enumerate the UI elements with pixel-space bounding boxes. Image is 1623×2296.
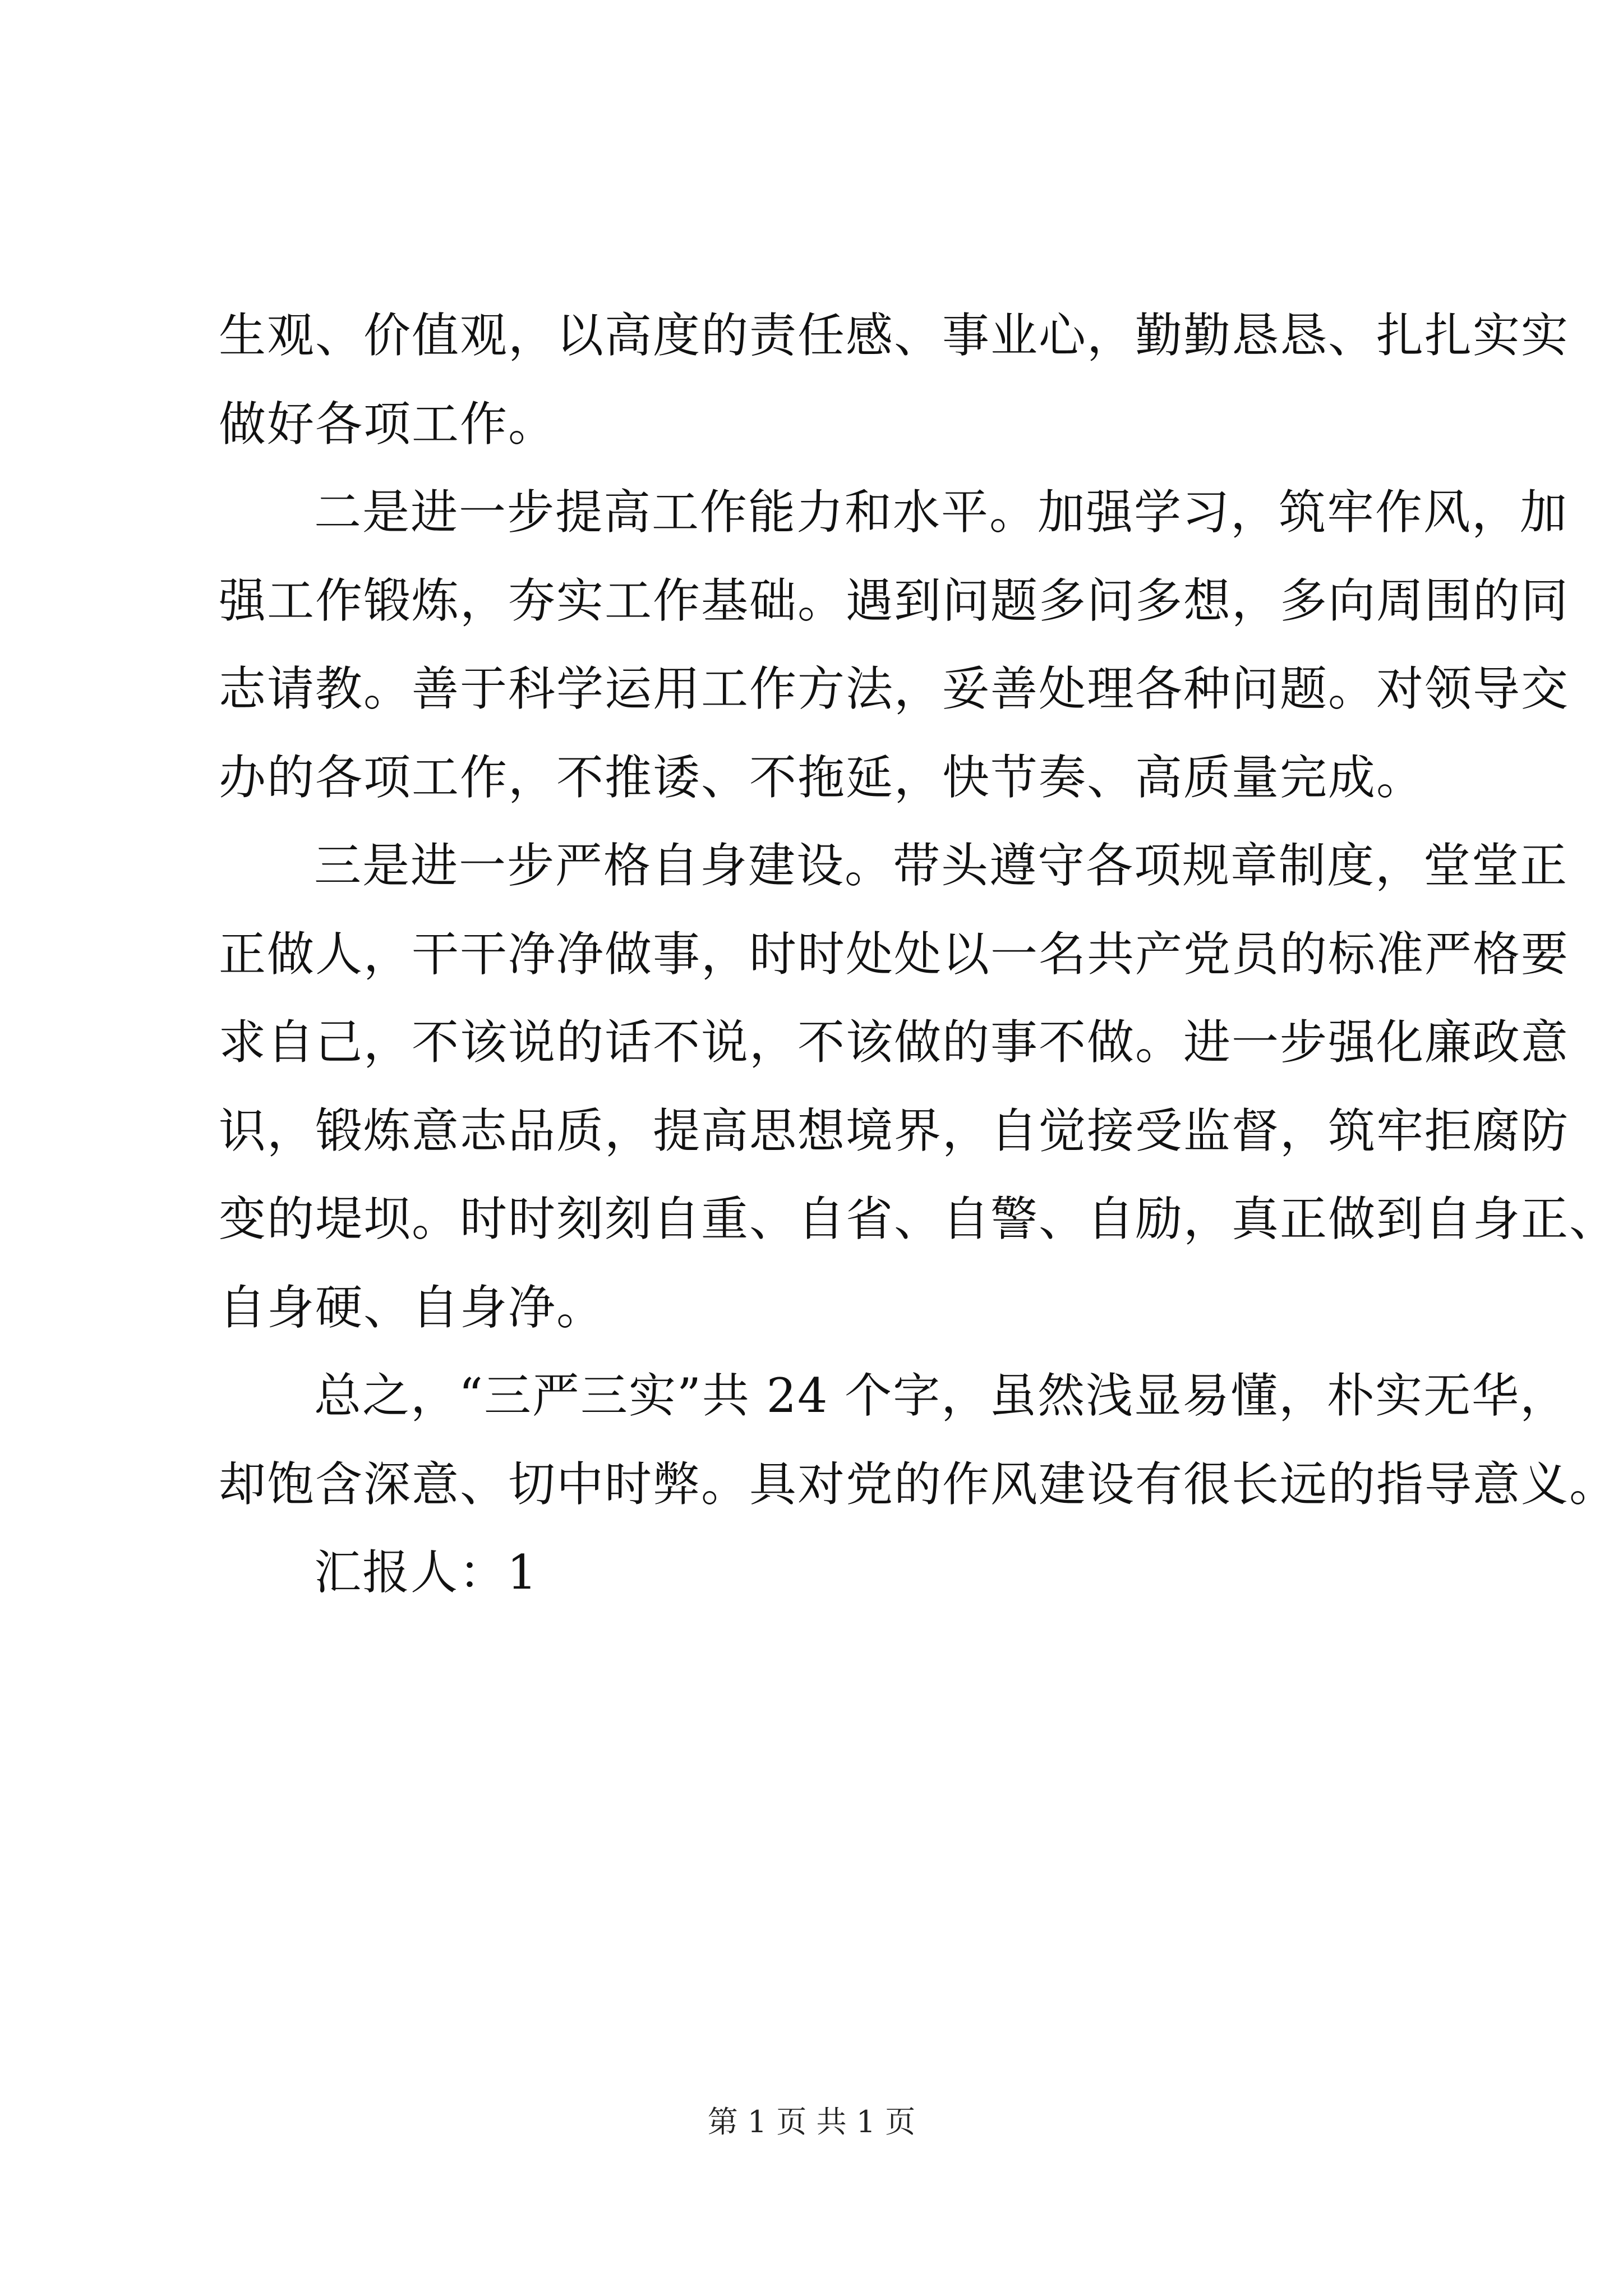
paragraph-line: 自身硬、自身净。 bbox=[219, 1280, 605, 1335]
paragraph-line: 识，锻炼意志品质，提高思想境界，自觉接受监督，筑牢拒腐防 bbox=[219, 1103, 1570, 1158]
paragraph-line: 强工作锻炼，夯实工作基础。遇到问题多问多想，多向周围的同 bbox=[219, 573, 1570, 628]
paragraph-line: 生观、价值观，以高度的责任感、事业心，勤勤恳恳、扎扎实实 bbox=[219, 308, 1570, 363]
paragraph-line: 志请教。善于科学运用工作方法，妥善处理各种问题。对领导交 bbox=[219, 661, 1570, 716]
paragraph-line: 求自己，不该说的话不说，不该做的事不做。进一步强化廉政意 bbox=[219, 1015, 1570, 1070]
paragraph-line: 做好各项工作。 bbox=[219, 397, 557, 452]
paragraph-line: 办的各项工作，不推诿、不拖延，快节奏、高质量完成。 bbox=[219, 750, 1425, 805]
reporter-line: 汇报人：1 bbox=[314, 1545, 538, 1600]
paragraph-line: 正做人，干干净净做事，时时处处以一名共产党员的标准严格要 bbox=[219, 927, 1570, 982]
paragraph-line: 总之，“三严三实”共 24 个字，虽然浅显易懂，朴实无华， bbox=[314, 1368, 1569, 1423]
page-number-footer: 第 1 页 共 1 页 bbox=[707, 2104, 916, 2139]
paragraph-line: 却饱含深意、切中时弊。具对党的作风建设有很长远的指导意义。 bbox=[219, 1457, 1618, 1512]
paragraph-line: 变的堤坝。时时刻刻自重、自省、自警、自励，真正做到自身正、 bbox=[219, 1191, 1618, 1246]
paragraph-line: 二是进一步提高工作能力和水平。加强学习，筑牢作风，加 bbox=[314, 485, 1569, 540]
paragraph-line: 三是进一步严格自身建设。带头遵守各项规章制度，堂堂正 bbox=[314, 838, 1569, 893]
